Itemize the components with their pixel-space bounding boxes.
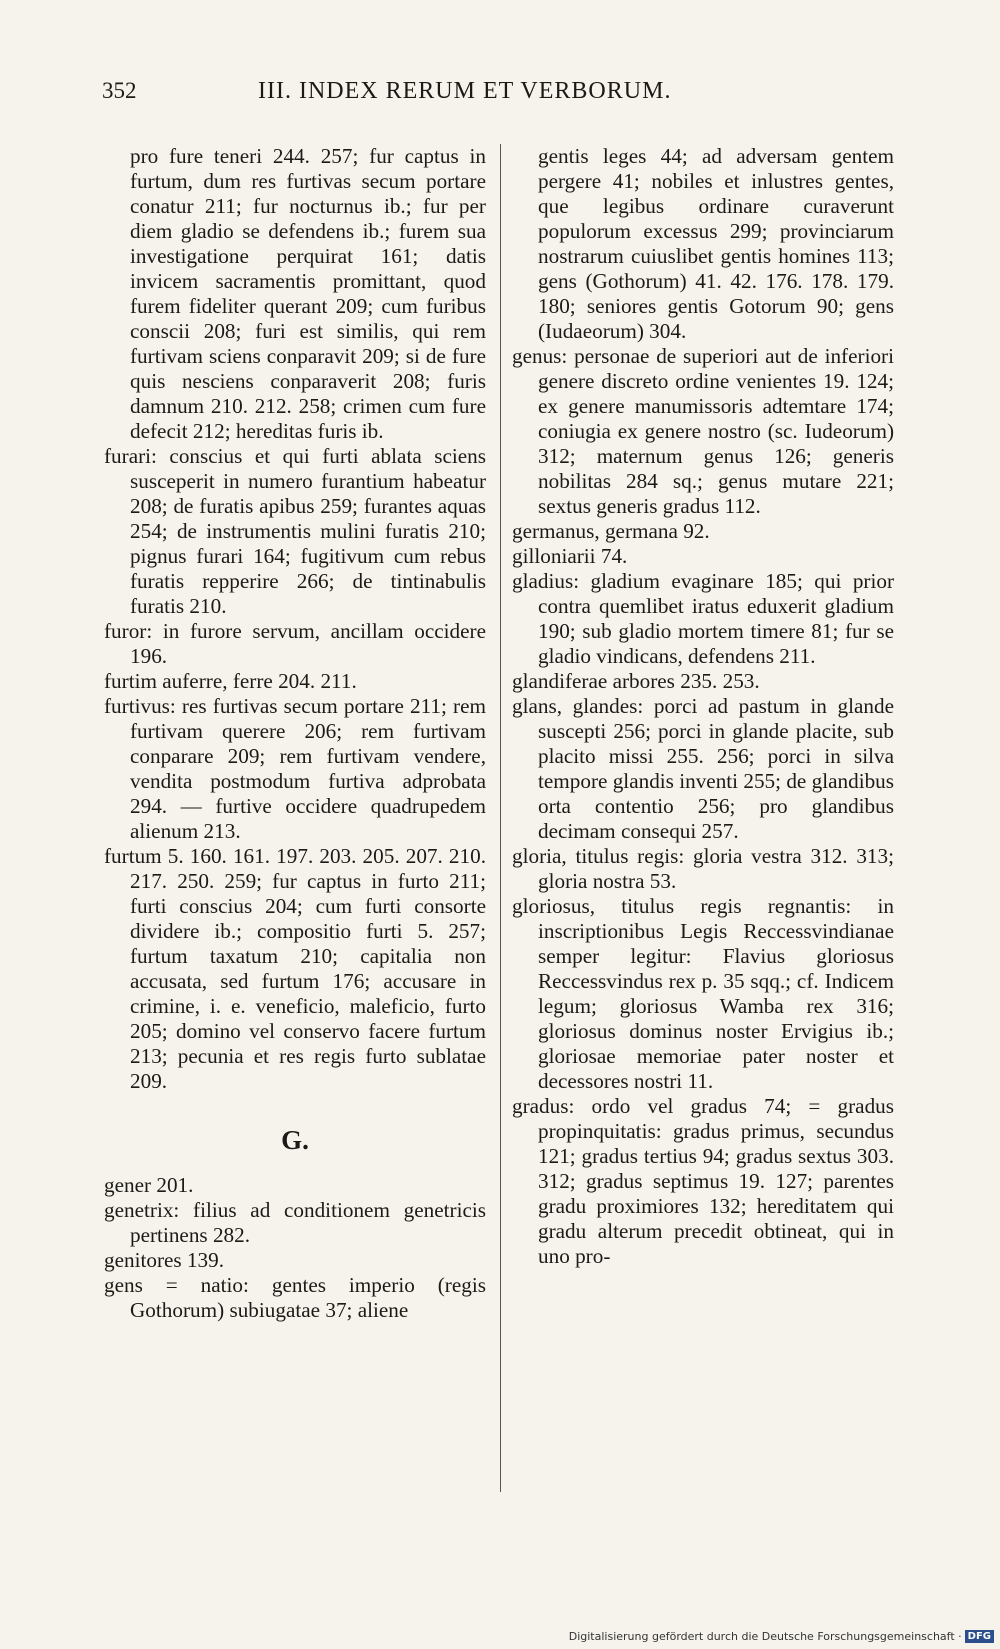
column-divider	[500, 144, 501, 1492]
index-entry: furtim auferre, ferre 204. 211.	[104, 669, 357, 693]
left-column	[104, 144, 486, 1323]
index-entry: glans, glandes: porci ad pastum in glande suscepti 256; porci in glande placite, sub placito missi 255. 256; porci in silva tempore glandis inventi 255; de glandibus orta contentio 256; pro glandibus decimam consequi 257.	[512, 694, 895, 843]
index-entry: genitores 139.	[104, 1248, 225, 1272]
index-entry: gladius: gladium evaginare 185; qui prior contra quemlibet iratus eduxerit gladium 190; sub gladio mortem timere 81; fur se gladio vindicans, defendens 211.	[512, 569, 894, 668]
index-entry: gloriosus, titulus regis regnantis: in inscriptionibus Legis Reccessvindianae semper legitur: Flavius gloriosus Reccessvindus rex p. 35 sqq.; cf. Indicem legum; gloriosus Wamba rex 316; gloriosus dominus noster Ervigius ib.; gloriosae memoriae pater noster et decessores nostri 11.	[512, 894, 894, 1093]
page-header	[0, 78, 1000, 112]
index-entry: furari: conscius et qui furti ablata sciens susceperit in numero furantium habeatur 208; de furatis apibus 259; furantes aquas 254; de instrumentis mulini furatis 210; pignus furari 164; fugitivum cum rebus furatis repperire 266; de tintinabulis furatis 210.	[104, 444, 486, 618]
index-entry: gilloniarii 74.	[512, 544, 628, 568]
index-entry: gener 201.	[104, 1173, 194, 1197]
running-title: III. INDEX RERUM ET VERBORUM.	[258, 78, 672, 104]
right-column	[512, 144, 894, 1269]
index-entry: glandiferae arbores 235. 253.	[512, 669, 760, 693]
section-letter: G.	[281, 1125, 309, 1155]
index-entry: pro fure teneri 244. 257; fur captus in furtum, dum res furtivas secum portare conatur 211; fur nocturnus ib.; fur per diem gladio se defendens ib.; furem sua investigatione perquirat 161; datis invicem sacramentis promittant, quod furem fideliter querant 209; cum furibus conscii 208; furi est similis, qui rem furtivam sciens conparavit 209; si de fure quis nesciens conparaverit 208; furis damnum 210. 212. 258; crimen cum fure defecit 212; hereditas furis ib.	[130, 144, 486, 443]
index-entry: gentis leges 44; ad adversam gentem pergere 41; nobiles et inlustres gentes, que legibus ordinare curaverunt populorum excessus 299; provinciarum nostrarum cuiuslibet gentis homines 113; gens (Gothorum) 41. 42. 176. 178. 179. 180; seniores gentis Gotorum 90; gens (Iudaeorum) 304.	[538, 144, 894, 343]
index-entry: furtivus: res furtivas secum portare 211; rem furtivam querere 206; rem furtivam conparare 209; rem furtivam vendere, vendita postmodum furtiva adprobata 294. — furtive occidere quadrupedem alienum 213.	[104, 694, 486, 843]
index-entry: furor: in furore servum, ancillam occidere 196.	[104, 619, 486, 668]
page-number: 352	[102, 78, 137, 103]
index-entry: genus: personae de superiori aut de inferiori genere discreto ordine venientes 19. 124; ex genere manumissoris adtemtare 174; coniugia ex genere nostro (sc. Iudeorum) 312; maternum genus 126; generis nobilitas 284 sq.; genus mutare 221; sextus generis gradus 112.	[512, 344, 894, 518]
index-entry: genetrix: filius ad conditionem genetricis pertinens 282.	[104, 1198, 486, 1247]
index-entry: gloria, titulus regis: gloria vestra 312. 313; gloria nostra 53.	[512, 844, 894, 893]
index-entry: gens = natio: gentes imperio (regis Gothorum) subiugatae 37; aliene	[104, 1273, 486, 1322]
index-entry: gradus: ordo vel gradus 74; = gradus propinquitatis: gradus primus, secundus 121; gradus tertius 94; gradus sextus 303. 312; gradus septimus 19. 127; parentes gradu proximiores 132; hereditatem qui gradu alterum precedit obtineat, qui in uno pro-	[512, 1094, 894, 1268]
funding-credit: Digitalisierung gefördert durch die Deutsche Forschungsgemeinschaft ·	[568, 1629, 962, 1643]
index-entry: furtum 5. 160. 161. 197. 203. 205. 207. 210. 217. 250. 259; fur captus in furto 211; furti conscius 204; cum furti consorte dividere ib.; compositio furti 5. 257; furtum taxatum 210; capitalia non accusata, sed furtum 176; accusare in crimine, i. e. veneficio, maleficio, furto 205; domino vel conservo facere furtum 213; pecunia et res regis furto sublatae 209.	[104, 844, 486, 1093]
footer-credit	[569, 1630, 994, 1644]
index-entry: germanus, germana 92.	[512, 519, 710, 543]
dfg-logo: DFG	[965, 1630, 994, 1643]
